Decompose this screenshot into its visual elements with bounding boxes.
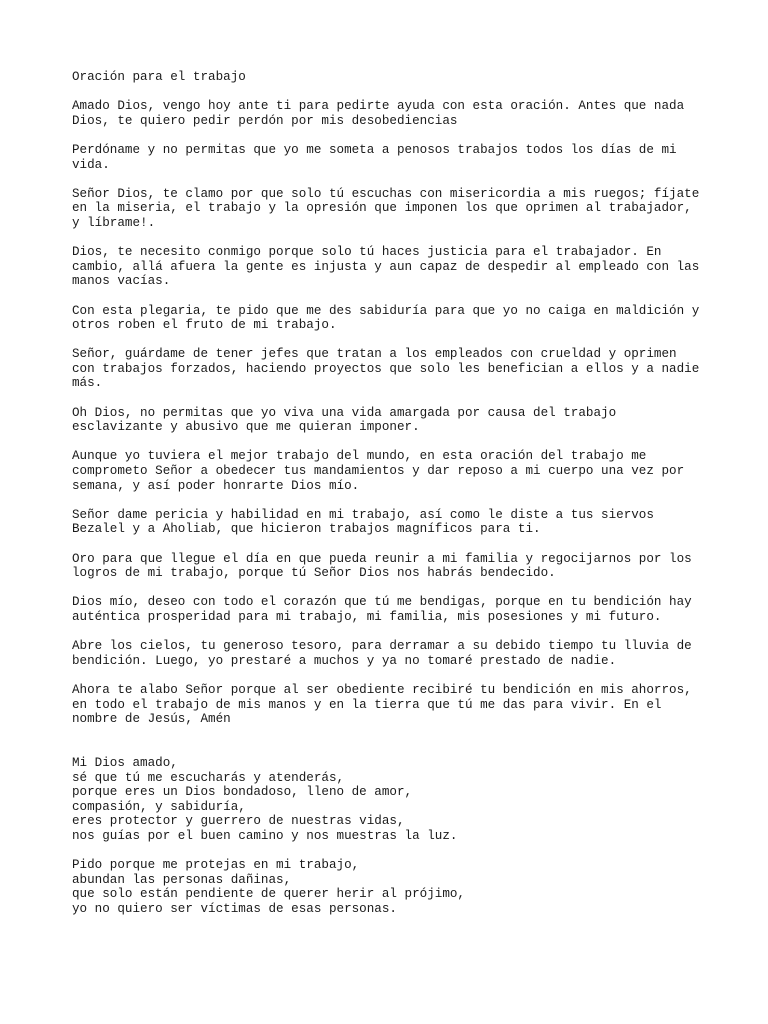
paragraph-line: en la miseria, el trabajo y la opresión que imponen los que oprimen al trabajador,: [72, 201, 692, 216]
paragraph-line: Dios mío, deseo con todo el corazón que tú me bendigas, porque en tu bendición hay: [72, 595, 692, 610]
paragraph-spacer: [72, 85, 732, 100]
paragraph-spacer: [72, 172, 732, 187]
verse-line: Pido porque me protejas en mi trabajo,: [72, 858, 360, 873]
paragraph-spacer: [72, 843, 732, 858]
paragraph-line: en todo el trabajo de mis manos y en la tierra que tú me das para vivir. En el: [72, 697, 662, 712]
paragraph-10: [72, 552, 732, 581]
paragraph-7: [72, 406, 732, 435]
paragraph-line: otros roben el fruto de mi trabajo.: [72, 318, 337, 333]
document-page: [72, 70, 732, 916]
paragraph-2: [72, 143, 732, 172]
paragraph-line: Aunque yo tuviera el mejor trabajo del mundo, en esta oración del trabajo me: [72, 449, 647, 464]
paragraph-line: y líbrame!.: [72, 215, 156, 230]
paragraph-spacer: [72, 537, 732, 552]
paragraph-9: [72, 508, 732, 537]
paragraph-line: nombre de Jesús, Amén: [72, 712, 231, 727]
paragraph-line: cambio, allá afuera la gente es injusta y aun capaz de despedir al empleado con las: [72, 259, 700, 274]
paragraph-line: Perdóname y no permitas que yo me someta a penosos trabajos todos los días de mi: [72, 142, 677, 157]
verse-line: abundan las personas dañinas,: [72, 872, 292, 887]
paragraph-line: Dios, te necesito conmigo porque solo tú haces justicia para el trabajador. En: [72, 245, 662, 260]
paragraph-spacer: [72, 333, 732, 348]
paragraph-spacer: [72, 581, 732, 596]
paragraph-line: Señor Dios, te clamo por que solo tú escuchas con misericordia a mis ruegos; fíjate: [72, 186, 700, 201]
paragraph-3: [72, 187, 732, 231]
paragraph-8: [72, 449, 732, 493]
paragraph-13: [72, 683, 732, 727]
paragraph-line: vida.: [72, 157, 110, 172]
paragraph-line: Oro para que llegue el día en que pueda reunir a mi familia y regocijarnos por los: [72, 551, 692, 566]
paragraph-spacer: [72, 391, 732, 406]
paragraph-line: Bezalel y a Aholiab, que hicieron trabajos magníficos para ti.: [72, 522, 541, 537]
verse-line: compasión, y sabiduría,: [72, 799, 246, 814]
paragraph-line: logros de mi trabajo, porque tú Señor Dios nos habrás bendecido.: [72, 566, 556, 581]
paragraph-spacer: [72, 128, 732, 143]
paragraph-line: Dios, te quiero pedir perdón por mis desobediencias: [72, 113, 458, 128]
paragraph-line: semana, y así poder honrarte Dios mío.: [72, 478, 360, 493]
paragraph-line: bendición. Luego, yo prestaré a muchos y ya no tomaré prestado de nadie.: [72, 653, 617, 668]
paragraph-line: con trabajos forzados, haciendo proyectos que solo les benefician a ellos y a nadie: [72, 361, 700, 376]
section-spacer: [72, 727, 732, 756]
paragraph-line: Oh Dios, no permitas que yo viva una vida amargada por causa del trabajo: [72, 405, 617, 420]
verse-line: nos guías por el buen camino y nos muestras la luz.: [72, 828, 458, 843]
paragraph-line: más.: [72, 376, 103, 391]
paragraph-12: [72, 639, 732, 668]
verse-stanza-2: [72, 858, 732, 916]
verse-stanza-1: [72, 756, 732, 844]
paragraph-spacer: [72, 289, 732, 304]
verse-line: eres protector y guerrero de nuestras vidas,: [72, 814, 405, 829]
verse-line: Mi Dios amado,: [72, 755, 178, 770]
paragraph-1: [72, 99, 732, 128]
paragraph-4: [72, 245, 732, 289]
paragraph-line: manos vacías.: [72, 274, 171, 289]
paragraph-line: esclavizante y abusivo que me quieran imponer.: [72, 420, 420, 435]
verse-line: porque eres un Dios bondadoso, lleno de amor,: [72, 785, 413, 800]
paragraph-5: [72, 304, 732, 333]
verse-line: sé que tú me escucharás y atenderás,: [72, 770, 345, 785]
paragraph-6: [72, 347, 732, 391]
verse-line: yo no quiero ser víctimas de esas personas.: [72, 901, 397, 916]
paragraph-line: Con esta plegaria, te pido que me des sabiduría para que yo no caiga en maldición y: [72, 303, 700, 318]
paragraph-spacer: [72, 493, 732, 508]
paragraph-spacer: [72, 668, 732, 683]
paragraph-spacer: [72, 625, 732, 640]
paragraph-line: Señor dame pericia y habilidad en mi trabajo, así como le diste a tus siervos: [72, 507, 654, 522]
verse-line: que solo están pendiente de querer herir al prójimo,: [72, 887, 465, 902]
paragraph-line: auténtica prosperidad para mi trabajo, mi familia, mis posesiones y mi futuro.: [72, 609, 662, 624]
paragraph-line: Ahora te alabo Señor porque al ser obediente recibiré tu bendición en mis ahorros,: [72, 682, 692, 697]
paragraph-line: comprometo Señor a obedecer tus mandamientos y dar reposo a mi cuerpo una vez por: [72, 464, 685, 479]
paragraph-line: Amado Dios, vengo hoy ante ti para pedirte ayuda con esta oración. Antes que nada: [72, 99, 685, 114]
paragraph-spacer: [72, 435, 732, 450]
paragraph-line: Señor, guárdame de tener jefes que tratan a los empleados con crueldad y oprimen: [72, 347, 677, 362]
document-title: Oración para el trabajo: [72, 70, 246, 84]
paragraph-line: Abre los cielos, tu generoso tesoro, para derramar a su debido tiempo tu lluvia de: [72, 639, 692, 654]
paragraph-spacer: [72, 231, 732, 246]
paragraph-11: [72, 595, 732, 624]
